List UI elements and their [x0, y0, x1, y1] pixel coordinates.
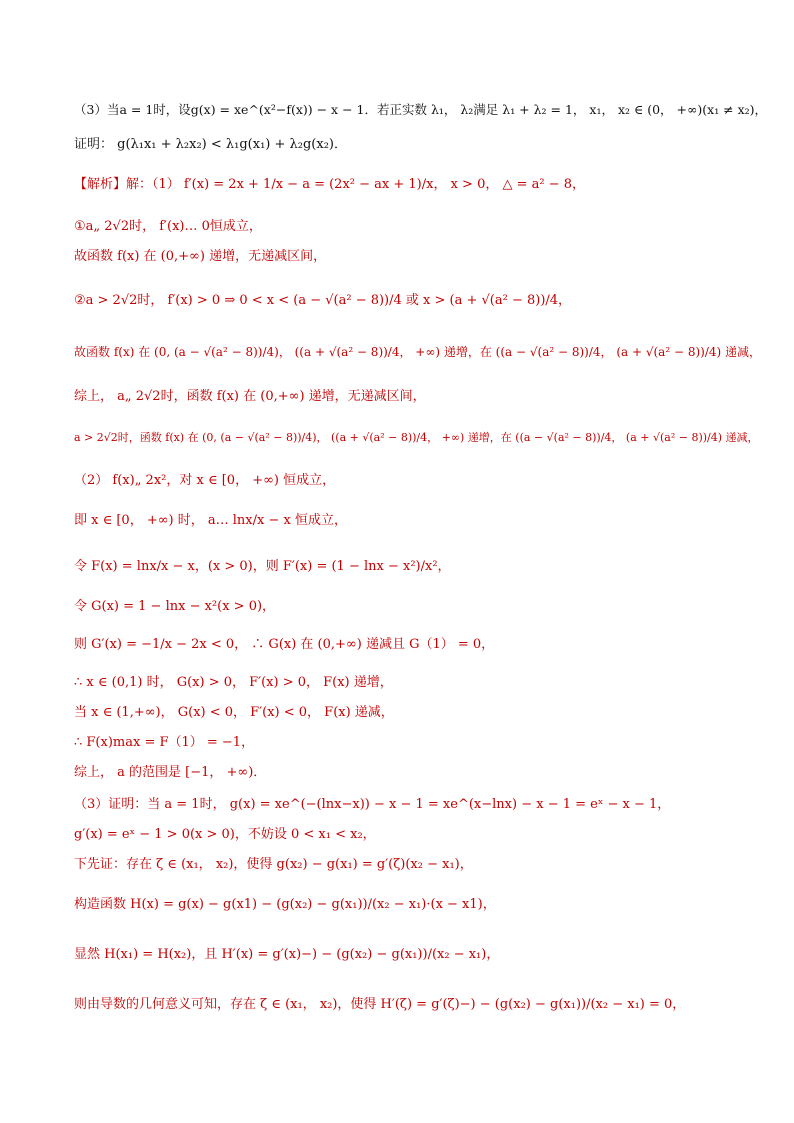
- geometric-meaning: [74, 998, 685, 1011]
- line-text: 显然 H(x₁) = H(x₂)，且 H′(x) = g′(x)−) − (g(x₂) − g(x₁))/(x₂ − x₁)，: [74, 947, 500, 962]
- line-text: ②a > 2√2时， f′(x) > 0 ⇒ 0 < x < (a − √(a² − 8))/4 或 x > (a + √(a² − 8))/4，: [74, 293, 572, 308]
- case1-condition: [74, 220, 262, 233]
- problem-part3-proof-goal: [74, 138, 347, 151]
- summary-case2: [74, 432, 759, 443]
- case1-conclusion: [74, 250, 326, 263]
- part2-answer: [74, 766, 266, 779]
- define-F: [74, 560, 451, 573]
- g-derivative: [74, 828, 376, 841]
- line-text: 当 x ∈ (1,+∞)， G(x) < 0， F′(x) < 0， F(x) 递减，: [74, 705, 394, 720]
- line-text: 故函数 f(x) 在 (0,+∞) 递增，无递减区间，: [74, 249, 327, 264]
- line-text: 令 F(x) = lnx/x − x，(x > 0)，则 F′(x) = (1 − lnx − x²)/x²，: [74, 559, 451, 574]
- line-text: ①a„ 2√2时， f′(x)… 0恒成立，: [74, 219, 262, 234]
- summary-case1: [74, 390, 426, 403]
- G-derivative: [74, 638, 494, 651]
- line-text: 则由导数的几何意义可知，存在 ζ ∈ (x₁， x₂)，使得 H′(ζ) = g′(ζ)−) − (g(x₂) − g(x₁))/(x₂ − x₁) = 0，: [74, 997, 686, 1012]
- part3-proof-start: [74, 798, 670, 811]
- case2-condition: [74, 294, 571, 307]
- line-text: （3）当a = 1时，设g(x) = xe^(x²−f(x)) − x − 1．若正实数 λ₁， λ₂满足 λ₁ + λ₂ = 1， x₁， x₂ ∈ (0， +∞)(x₁ ≠ x₂)，: [74, 102, 768, 117]
- line-text: 故函数 f(x) 在 (0, (a − √(a² − 8))/4)， ((a + √(a² − 8))/4， +∞) 递增，在 ((a − √(a² − 8))/4， (a + √(a² − 8))/4) 递减，: [74, 345, 761, 359]
- construct-H: [74, 898, 496, 911]
- part2-transform: [74, 514, 347, 527]
- line-text: （3）证明：当 a = 1时， g(x) = xe^(−(lnx−x)) − x − 1 = xe^(x−lnx) − x − 1 = eˣ − x − 1，: [74, 797, 671, 812]
- line-text: 综上， a 的范围是 [−1， +∞)．: [74, 765, 267, 780]
- case2-conclusion: [74, 346, 761, 358]
- solution-part2-condition: [74, 474, 335, 487]
- line-text: g′(x) = eˣ − 1 > 0(x > 0)，不妨设 0 < x₁ < x₂，: [74, 827, 376, 842]
- line-text: 证明： g(λ₁x₁ + λ₂x₂) < λ₁g(x₁) + λ₂g(x₂)．: [74, 137, 347, 152]
- line-text: 综上， a„ 2√2时，函数 f(x) 在 (0,+∞) 递增，无递减区间，: [74, 389, 426, 404]
- line-text: 则 G′(x) = −1/x − 2x < 0， ∴ G(x) 在 (0,+∞) 递减且 G（1） = 0，: [74, 637, 495, 652]
- interval-1-inf: [74, 706, 394, 719]
- define-G: [74, 600, 275, 613]
- H-equal: [74, 948, 499, 961]
- line-text: 即 x ∈ [0， +∞) 时， a… lnx/x − x 恒成立，: [74, 513, 347, 528]
- line-text: ∴ F(x)max = F（1） = −1，: [74, 735, 255, 750]
- solution-part1-derivative: [74, 178, 585, 191]
- line-text: 【解析】解：（1） f′(x) = 2x + 1/x − a = (2x² − ax + 1)/x， x > 0， △ = a² − 8，: [74, 177, 586, 192]
- line-text: ∴ x ∈ (0,1) 时， G(x) > 0， F′(x) > 0， F(x) 递增，: [74, 675, 393, 690]
- line-text: （2） f(x)„ 2x²，对 x ∈ [0， +∞) 恒成立，: [74, 473, 336, 488]
- F-max: [74, 736, 254, 749]
- line-text: 构造函数 H(x) = g(x) − g(x1) − (g(x₂) − g(x₁))/(x₂ − x₁)·(x − x1)，: [74, 897, 496, 912]
- line-text: a > 2√2时，函数 f(x) 在 (0, (a − √(a² − 8))/4)， ((a + √(a² − 8))/4， +∞) 递增，在 ((a − √(a² − 8))/4， (a + √(a² − 8))/4) 递减，: [74, 431, 759, 444]
- line-text: 令 G(x) = 1 − lnx − x²(x > 0)，: [74, 599, 276, 614]
- mean-value-claim: [74, 858, 473, 871]
- interval-0-1: [74, 676, 393, 689]
- problem-part3-statement: [74, 104, 767, 117]
- line-text: 下先证：存在 ζ ∈ (x₁， x₂)，使得 g(x₂) − g(x₁) = g′(ζ)(x₂ − x₁)，: [74, 857, 473, 872]
